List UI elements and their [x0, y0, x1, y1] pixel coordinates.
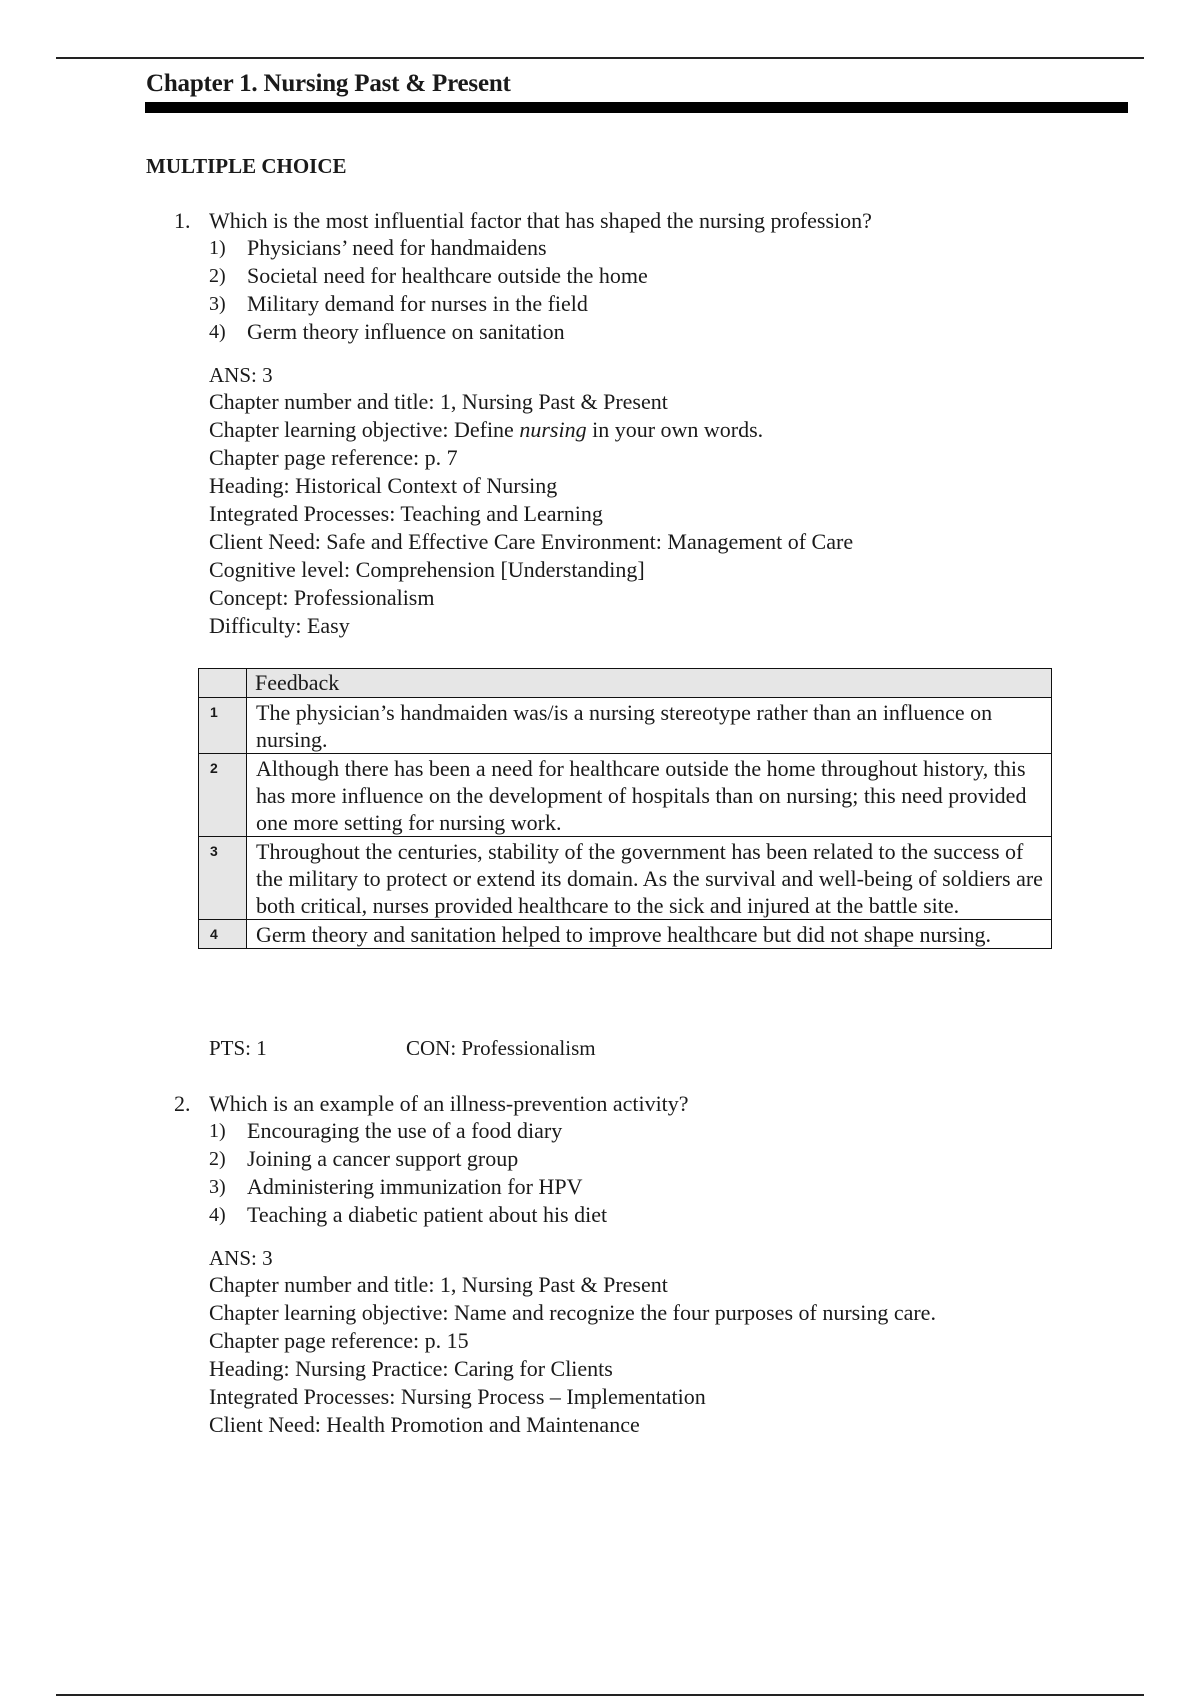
objective-italic-term: nursing: [519, 417, 587, 442]
feedback-text: The physician’s handmaiden was/is a nursing stereotype rather than an influence on nursing.: [247, 698, 1052, 754]
answer-key: ANS: 3: [209, 363, 273, 387]
feedback-row-number: 2: [199, 754, 247, 837]
concept-label: CON: Professionalism: [406, 1036, 596, 1060]
option-text: Physicians’ need for handmaidens: [247, 235, 547, 260]
option-text: Military demand for nurses in the field: [247, 291, 588, 316]
client-need: Client Need: Health Promotion and Maintenance: [209, 1412, 640, 1437]
feedback-text: Throughout the centuries, stability of the government has been related to the success of the military to protect or extend its domain. As the survival and well-being of soldiers are both critical, nurses provided healthcare to the sick and injured at the battle site.: [247, 837, 1052, 920]
difficulty: Difficulty: Easy: [209, 613, 350, 638]
question-stem: [146, 1090, 1146, 1117]
top-rule: [56, 57, 1144, 59]
feedback-header-row: [199, 669, 1052, 698]
section-heading: MULTIPLE CHOICE: [146, 154, 347, 178]
option-number: 4): [209, 1204, 226, 1226]
option-number: 4): [209, 321, 226, 343]
question-text: Which is the most influential factor that has shaped the nursing profession?: [209, 208, 872, 233]
feedback-text: Germ theory and sanitation helped to improve healthcare but did not shape nursing.: [247, 920, 1052, 949]
feedback-row-number: 1: [199, 698, 247, 754]
learning-objective: [209, 416, 1146, 444]
answer-option: [146, 1145, 1146, 1173]
chapter-number-title: Chapter number and title: 1, Nursing Past & Present: [209, 389, 668, 414]
question-1: [146, 207, 1146, 640]
option-text: Societal need for healthcare outside the home: [247, 263, 648, 288]
heading-meta: Heading: Historical Context of Nursing: [209, 473, 558, 498]
option-text: Germ theory influence on sanitation: [247, 319, 565, 344]
option-number: 2): [209, 1148, 226, 1170]
feedback-row-number: 4: [199, 920, 247, 949]
client-need: Client Need: Safe and Effective Care Environment: Management of Care: [209, 529, 854, 554]
heading-meta: Heading: Nursing Practice: Caring for Clients: [209, 1356, 613, 1381]
table-row: [199, 920, 1052, 949]
answer-option: [146, 234, 1146, 262]
option-text: Administering immunization for HPV: [247, 1174, 583, 1199]
question-number: 1.: [174, 208, 191, 233]
question-text: Which is an example of an illness-prevention activity?: [209, 1091, 689, 1116]
table-row: [199, 754, 1052, 837]
option-text: Encouraging the use of a food diary: [247, 1118, 563, 1143]
chapter-number-title: Chapter number and title: 1, Nursing Past & Present: [209, 1272, 668, 1297]
feedback-table: [198, 668, 1052, 949]
page-reference: Chapter page reference: p. 15: [209, 1328, 469, 1353]
feedback-corner-cell: [199, 669, 247, 698]
question-stem: [146, 207, 1146, 234]
bottom-rule: [56, 1694, 1144, 1696]
feedback-row-number: 3: [199, 837, 247, 920]
option-number: 1): [209, 1120, 226, 1142]
option-text: Teaching a diabetic patient about his diet: [247, 1202, 608, 1227]
answer-option: [146, 318, 1146, 346]
answer-option: [146, 262, 1146, 290]
title-underline-bar: [145, 102, 1128, 113]
option-number: 3): [209, 293, 226, 315]
question-metadata: [209, 362, 1146, 640]
feedback-header: Feedback: [247, 669, 1052, 698]
option-number: 2): [209, 265, 226, 287]
answer-option: [146, 1173, 1146, 1201]
feedback-text: Although there has been a need for healthcare outside the home throughout history, this has more influence on the development of hospitals than on nursing; this need provided one more setting for nursing work.: [247, 754, 1052, 837]
answer-option: [146, 1201, 1146, 1229]
integrated-processes: Integrated Processes: Nursing Process – Implementation: [209, 1384, 706, 1409]
integrated-processes: Integrated Processes: Teaching and Learning: [209, 501, 603, 526]
objective-prefix: Chapter learning objective: Define: [209, 417, 520, 442]
option-number: 3): [209, 1176, 226, 1198]
answer-option: [146, 1117, 1146, 1145]
learning-objective: Chapter learning objective: Name and recognize the four purposes of nursing care.: [209, 1300, 936, 1325]
table-row: [199, 698, 1052, 754]
points-label: PTS: 1: [209, 1036, 267, 1060]
cognitive-level: Cognitive level: Comprehension [Understanding]: [209, 557, 645, 582]
answer-option: [146, 290, 1146, 318]
option-text: Joining a cancer support group: [247, 1146, 519, 1171]
question-metadata: [209, 1245, 1146, 1439]
table-row: [199, 837, 1052, 920]
question-number: 2.: [174, 1091, 191, 1116]
answer-key: ANS: 3: [209, 1246, 273, 1270]
question-2: [146, 1090, 1146, 1439]
concept: Concept: Professionalism: [209, 585, 435, 610]
page-reference: Chapter page reference: p. 7: [209, 445, 458, 470]
chapter-title: Chapter 1. Nursing Past & Present: [146, 70, 511, 97]
option-number: 1): [209, 237, 226, 259]
objective-suffix: in your own words.: [586, 417, 764, 442]
